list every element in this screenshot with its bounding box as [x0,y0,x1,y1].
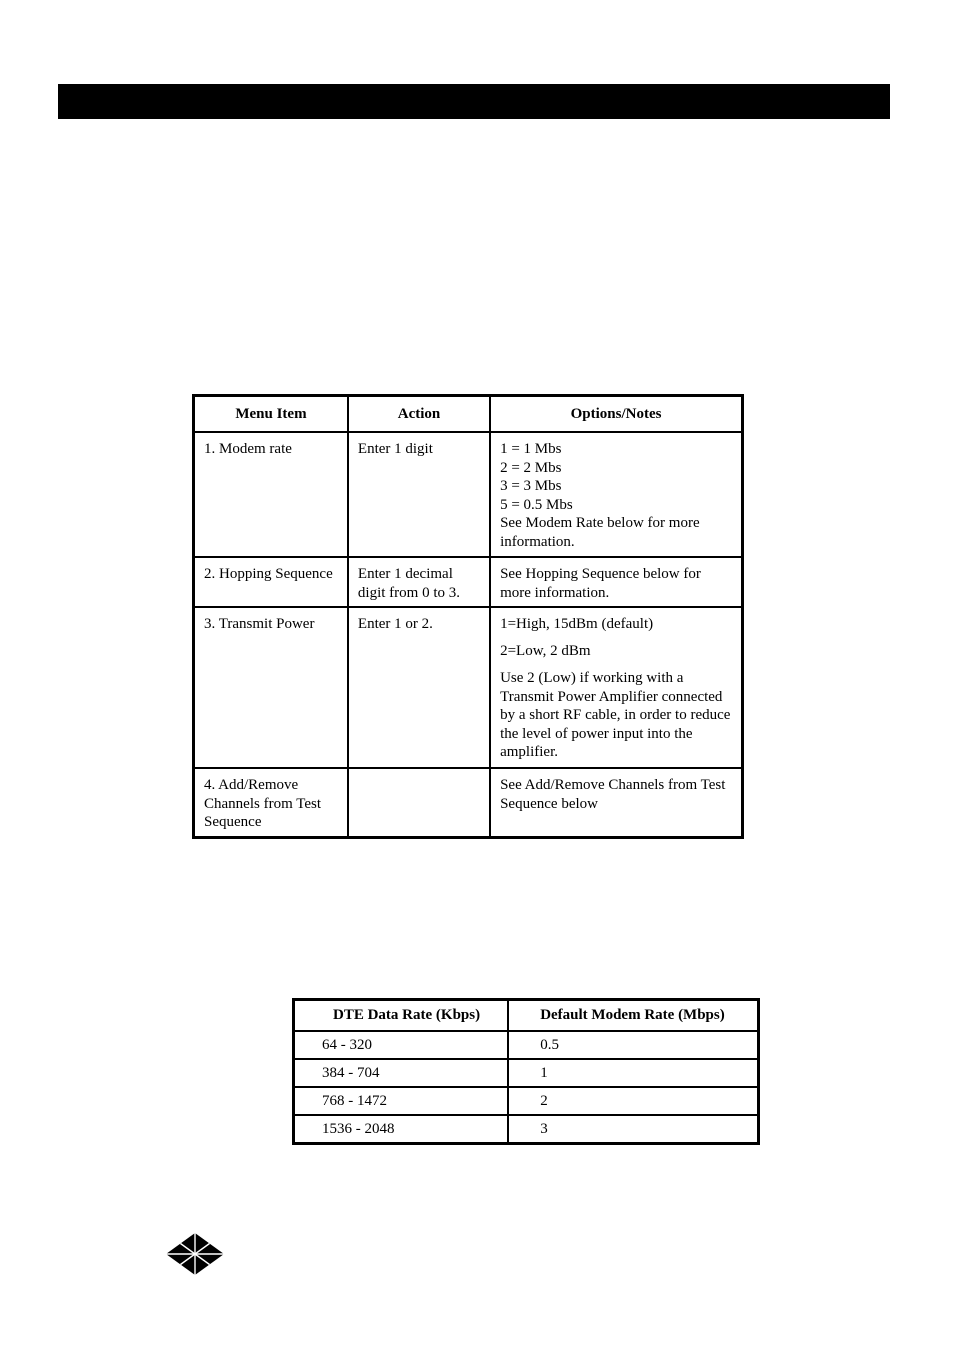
notes-paragraph: 2=Low, 2 dBm [500,643,591,659]
table-row [194,607,743,768]
menu-item-label: 3. Transmit Power [204,616,315,632]
notes-cell [490,557,742,607]
menu-table [192,394,744,839]
notes-paragraph: Use 2 (Low) if working with a Transmit Power Amplifier connected by a short RF cable, in order to reduce the level of power input into the amplifier. [500,670,731,760]
menu-item-cell [194,768,348,838]
menu-item-cell [194,607,348,768]
menu-item-label: 2. Hopping Sequence [204,566,333,582]
modem-rate-cell: 2 [508,1087,758,1115]
dte-rate-cell: 1536 - 2048 [294,1115,509,1144]
menu-item-cell [194,557,348,607]
menu-item-label: 1. Modem rate [204,441,292,457]
table-row [194,768,743,838]
header-bar [58,84,890,119]
menu-item-cell [194,432,348,557]
notes-cell [490,607,742,768]
table-row [294,1115,759,1144]
notes-line: 2 = 2 Mbs [500,459,562,476]
notes-line: See Modem Rate below for more information. [500,515,700,550]
rate-table-header-modem: Default Modem Rate (Mbps) [508,1000,758,1032]
dte-rate-cell: 64 - 320 [294,1031,509,1059]
action-text: Enter 1 decimal digit from 0 to 3. [357,566,460,601]
rate-table-header-dte: DTE Data Rate (Kbps) [294,1000,509,1032]
notes-line: See Add/Remove Channels from Test Sequence below [500,777,726,812]
table-row [294,1031,759,1059]
notes-line: 3 = 3 Mbs [500,478,562,494]
action-text: Enter 1 digit [357,441,433,457]
dte-rate-cell: 384 - 704 [294,1059,509,1087]
action-cell [348,768,490,838]
modem-rate-cell: 3 [508,1115,758,1144]
modem-rate-table [292,998,760,1145]
menu-item-label: 4. Add/Remove Channels from Test Sequence [204,777,321,830]
notes-line: 5 = 0.5 Mbs [500,496,573,513]
modem-rate-cell: 0.5 [508,1031,758,1059]
table-row [194,432,743,557]
menu-table-header-action: Action [348,396,490,433]
menu-table-header-menu-item: Menu Item [194,396,348,433]
notes-cell [490,432,742,557]
notes-paragraph: 1=High, 15dBm (default) [500,616,654,632]
table-row [194,557,743,607]
action-cell [348,432,490,557]
notes-line: See Hopping Sequence below for more information. [500,566,701,601]
notes-cell [490,768,742,838]
action-text: Enter 1 or 2. [357,616,433,632]
action-cell [348,557,490,607]
menu-table-header-row [194,396,743,433]
diamond-logo-icon [166,1233,224,1275]
table-row [294,1087,759,1115]
rate-table-header-row [294,1000,759,1032]
table-row [294,1059,759,1087]
modem-rate-cell: 1 [508,1059,758,1087]
notes-line: 1 = 1 Mbs [500,441,562,457]
menu-table-header-options: Options/Notes [490,396,742,433]
dte-rate-cell: 768 - 1472 [294,1087,509,1115]
action-cell [348,607,490,768]
